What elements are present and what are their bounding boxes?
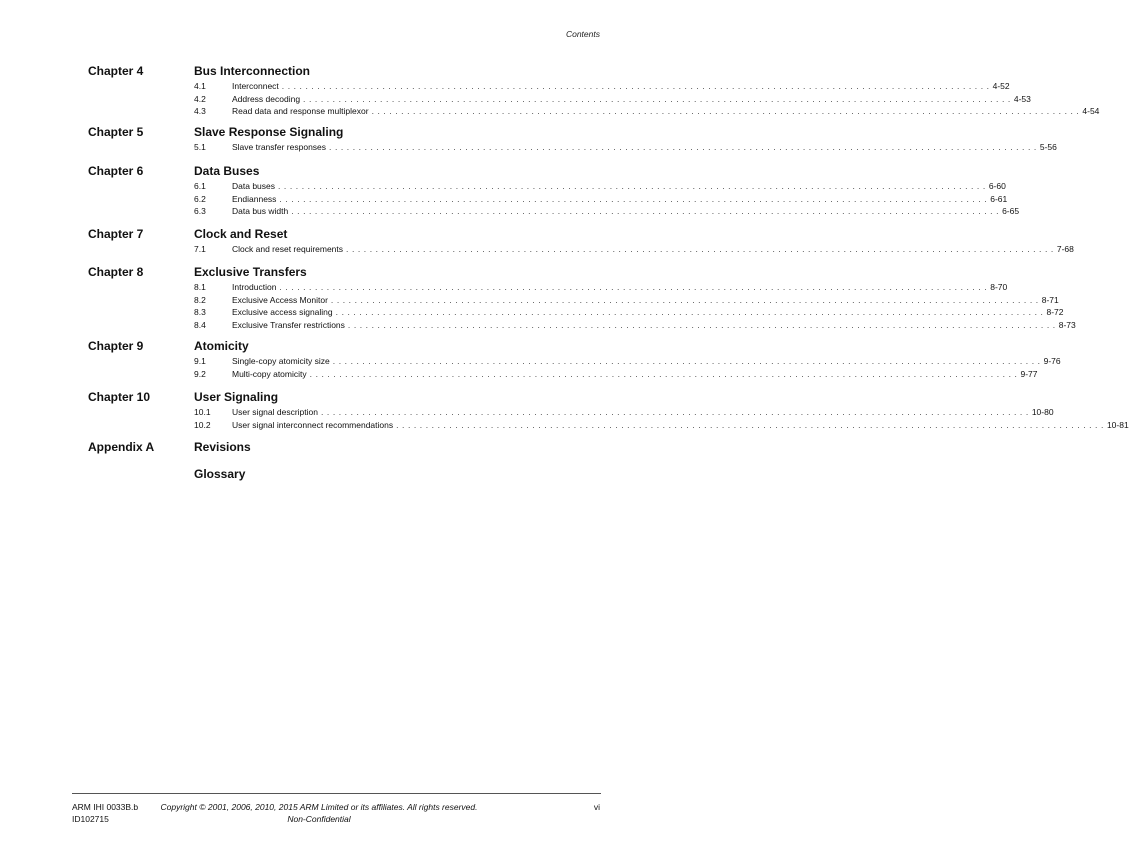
- section-title: User signal description: [232, 407, 318, 417]
- section-title: Interconnect: [232, 81, 279, 91]
- chapter-title[interactable]: User Signaling: [194, 390, 279, 404]
- page-reference: 4-52: [992, 81, 1010, 91]
- footer-divider: [72, 793, 601, 794]
- toc-entry[interactable]: [194, 281, 1008, 294]
- section-list: [194, 281, 1076, 331]
- toc-entry[interactable]: [194, 294, 1059, 307]
- toc-entry[interactable]: [194, 193, 1008, 206]
- toc-entry[interactable]: [194, 319, 1076, 332]
- dot-leader: . . . . . . . . . . . . . . . . . . . . . . . . . . . . . . . . . . . . . . . . . . . . . . . . . . . . . . . . . . . . . . . . . . . . . . . . . . . . . . . . . . . . . . . . . . . . . . . . . . . . . . . . . . . . . . . . . . . . . . . .: [291, 206, 1000, 216]
- toc-entry[interactable]: [194, 368, 1038, 381]
- toc-entry[interactable]: [194, 141, 1057, 154]
- confidentiality-label: Non-Confidential: [287, 814, 351, 824]
- section-list: [194, 80, 1100, 118]
- section-list: [194, 141, 1057, 154]
- section-number: 8.4: [194, 319, 206, 330]
- chapter-label[interactable]: Chapter 4: [88, 64, 144, 78]
- section-number: 4.1: [194, 81, 206, 91]
- chapter-label[interactable]: Chapter 9: [88, 339, 144, 353]
- dot-leader: . . . . . . . . . . . . . . . . . . . . . . . . . . . . . . . . . . . . . . . . . . . . . . . . . . . . . . . . . . . . . . . . . . . . . . . . . . . . . . . . . . . . . . . . . . . . . . . . . . . . . . . . . . . . . . . . . . . . . . . .: [278, 181, 986, 191]
- section-number: 6.3: [194, 206, 206, 216]
- chapter-title[interactable]: Exclusive Transfers: [194, 265, 307, 279]
- chapter-title[interactable]: Bus Interconnection: [194, 64, 311, 78]
- section-list: [194, 243, 1074, 256]
- dot-leader: . . . . . . . . . . . . . . . . . . . . . . . . . . . . . . . . . . . . . . . . . . . . . . . . . . . . . . . . . . . . . . . . . . . . . . . . . . . . . . . . . . . . . . . . . . . . . . . . . . . . . . . . . . . . . . . . . . . . . . . .: [320, 407, 1029, 417]
- section-number: 8.3: [194, 307, 206, 317]
- page-reference: 4-53: [1013, 93, 1031, 104]
- footer-legal: [0, 801, 638, 825]
- page-number: vi: [593, 802, 600, 812]
- running-header: Contents: [565, 29, 600, 39]
- section-number: 8.2: [194, 294, 206, 305]
- section-title: Single-copy atomicity size: [232, 356, 330, 366]
- copyright-notice: Copyright © 2001, 2006, 2010, 2015 ARM Limited or its affiliates. All rights reserved.: [160, 802, 478, 812]
- doc-id: ARM IHI 0033B.b: [72, 802, 139, 812]
- dot-leader: . . . . . . . . . . . . . . . . . . . . . . . . . . . . . . . . . . . . . . . . . . . . . . . . . . . . . . . . . . . . . . . . . . . . . . . . . . . . . . . . . . . . . . . . . . . . . . . . . . . . . . . . . . . . . . . . . . . . . . . .: [281, 81, 990, 91]
- dot-leader: . . . . . . . . . . . . . . . . . . . . . . . . . . . . . . . . . . . . . . . . . . . . . . . . . . . . . . . . . . . . . . . . . . . . . . . . . . . . . . . . . . . . . . . . . . . . . . . . . . . . . . . . . . . . . . . . . . . . . . . .: [371, 106, 1080, 116]
- section-number: 6.2: [194, 193, 206, 204]
- chapter-label[interactable]: Chapter 10: [88, 390, 151, 404]
- dot-leader: . . . . . . . . . . . . . . . . . . . . . . . . . . . . . . . . . . . . . . . . . . . . . . . . . . . . . . . . . . . . . . . . . . . . . . . . . . . . . . . . . . . . . . . . . . . . . . . . . . . . . . . . . . . . . . . . . . . . . . . .: [396, 419, 1104, 430]
- section-title: Data buses: [232, 181, 275, 191]
- section-list: [194, 406, 1129, 431]
- section-number: 7.1: [194, 244, 206, 254]
- section-title: Data bus width: [232, 206, 289, 216]
- id-code: ID102715: [72, 814, 109, 824]
- section-title: User signal interconnect recommendations: [232, 419, 394, 430]
- section-number: 8.1: [194, 282, 206, 292]
- section-title: Exclusive access signaling: [232, 307, 333, 317]
- page-reference: 5-56: [1039, 142, 1057, 152]
- page-reference: 10-80: [1031, 407, 1054, 417]
- dot-leader: . . . . . . . . . . . . . . . . . . . . . . . . . . . . . . . . . . . . . . . . . . . . . . . . . . . . . . . . . . . . . . . . . . . . . . . . . . . . . . . . . . . . . . . . . . . . . . . . . . . . . . . . . . . . . . . . . . . . . . . .: [329, 142, 1037, 152]
- dot-leader: . . . . . . . . . . . . . . . . . . . . . . . . . . . . . . . . . . . . . . . . . . . . . . . . . . . . . . . . . . . . . . . . . . . . . . . . . . . . . . . . . . . . . . . . . . . . . . . . . . . . . . . . . . . . . . . . . . . . . . . .: [279, 193, 988, 204]
- chapter-title[interactable]: Data Buses: [194, 164, 260, 178]
- section-number: 9.1: [194, 356, 206, 366]
- section-title: Exclusive Transfer restrictions: [232, 319, 345, 330]
- section-number: 4.2: [194, 93, 206, 104]
- dot-leader: . . . . . . . . . . . . . . . . . . . . . . . . . . . . . . . . . . . . . . . . . . . . . . . . . . . . . . . . . . . . . . . . . . . . . . . . . . . . . . . . . . . . . . . . . . . . . . . . . . . . . . . . . . . . . . . . . . . . . . . .: [347, 319, 1056, 330]
- section-number: 10.1: [194, 407, 211, 417]
- chapter-label[interactable]: Chapter 7: [88, 227, 144, 241]
- toc-entry[interactable]: [194, 419, 1129, 432]
- section-number: 6.1: [194, 181, 206, 191]
- page-reference: 4-54: [1082, 106, 1100, 116]
- dot-leader: . . . . . . . . . . . . . . . . . . . . . . . . . . . . . . . . . . . . . . . . . . . . . . . . . . . . . . . . . . . . . . . . . . . . . . . . . . . . . . . . . . . . . . . . . . . . . . . . . . . . . . . . . . . . . . . . . . . . . . . .: [330, 294, 1039, 305]
- section-title: Introduction: [232, 282, 277, 292]
- section-number: 5.1: [194, 142, 206, 152]
- page-reference: 9-77: [1020, 368, 1038, 379]
- page-reference: 6-65: [1002, 206, 1020, 216]
- chapter-title[interactable]: Glossary: [194, 467, 246, 481]
- section-list: [194, 180, 1020, 218]
- section-number: 10.2: [194, 419, 211, 430]
- toc-entry[interactable]: [194, 93, 1031, 106]
- page-reference: 8-70: [990, 282, 1008, 292]
- toc-entry[interactable]: [194, 243, 1074, 256]
- dot-leader: . . . . . . . . . . . . . . . . . . . . . . . . . . . . . . . . . . . . . . . . . . . . . . . . . . . . . . . . . . . . . . . . . . . . . . . . . . . . . . . . . . . . . . . . . . . . . . . . . . . . . . . . . . . . . . . . . . . . . . . .: [303, 93, 1011, 104]
- chapter-label[interactable]: Chapter 5: [88, 125, 144, 139]
- dot-leader: . . . . . . . . . . . . . . . . . . . . . . . . . . . . . . . . . . . . . . . . . . . . . . . . . . . . . . . . . . . . . . . . . . . . . . . . . . . . . . . . . . . . . . . . . . . . . . . . . . . . . . . . . . . . . . . . . . . . . . . .: [332, 356, 1041, 366]
- section-title: Read data and response multiplexor: [232, 106, 369, 116]
- chapter-label[interactable]: Appendix A: [88, 440, 155, 454]
- page-reference: 7-68: [1056, 244, 1074, 254]
- chapter-title[interactable]: Atomicity: [194, 339, 249, 353]
- section-number: 9.2: [194, 368, 206, 379]
- chapter-label[interactable]: Chapter 8: [88, 265, 144, 279]
- section-title: Slave transfer responses: [232, 142, 327, 152]
- section-title: Clock and reset requirements: [232, 244, 344, 254]
- section-title: Address decoding: [232, 93, 301, 104]
- page-reference: 9-76: [1043, 356, 1061, 366]
- page-reference: 8-73: [1058, 319, 1076, 330]
- toc-entry[interactable]: [194, 180, 1006, 193]
- section-title: Multi-copy atomicity: [232, 368, 307, 379]
- page-reference: 10-81: [1106, 419, 1129, 430]
- section-title: Endianness: [232, 193, 277, 204]
- dot-leader: . . . . . . . . . . . . . . . . . . . . . . . . . . . . . . . . . . . . . . . . . . . . . . . . . . . . . . . . . . . . . . . . . . . . . . . . . . . . . . . . . . . . . . . . . . . . . . . . . . . . . . . . . . . . . . . . . . . . . . . .: [309, 368, 1018, 379]
- section-title: Exclusive Access Monitor: [232, 294, 328, 305]
- toc-entry[interactable]: [194, 306, 1064, 319]
- chapter-title[interactable]: Revisions: [194, 440, 251, 454]
- toc-entry[interactable]: [194, 105, 1100, 118]
- chapter-label[interactable]: Chapter 6: [88, 164, 144, 178]
- chapter-title[interactable]: Clock and Reset: [194, 227, 288, 241]
- chapter-title[interactable]: Slave Response Signaling: [194, 125, 344, 139]
- page-reference: 8-71: [1041, 294, 1059, 305]
- toc-entry[interactable]: [194, 406, 1054, 419]
- dot-leader: . . . . . . . . . . . . . . . . . . . . . . . . . . . . . . . . . . . . . . . . . . . . . . . . . . . . . . . . . . . . . . . . . . . . . . . . . . . . . . . . . . . . . . . . . . . . . . . . . . . . . . . . . . . . . . . . . . . . . . . .: [346, 244, 1054, 254]
- page-reference: 6-61: [990, 193, 1008, 204]
- page-reference: 6-60: [988, 181, 1006, 191]
- dot-leader: . . . . . . . . . . . . . . . . . . . . . . . . . . . . . . . . . . . . . . . . . . . . . . . . . . . . . . . . . . . . . . . . . . . . . . . . . . . . . . . . . . . . . . . . . . . . . . . . . . . . . . . . . . . . . . . . . . . . . . . .: [335, 307, 1044, 317]
- toc-entry[interactable]: [194, 205, 1020, 218]
- page-reference: 8-72: [1046, 307, 1064, 317]
- dot-leader: . . . . . . . . . . . . . . . . . . . . . . . . . . . . . . . . . . . . . . . . . . . . . . . . . . . . . . . . . . . . . . . . . . . . . . . . . . . . . . . . . . . . . . . . . . . . . . . . . . . . . . . . . . . . . . . . . . . . . . . .: [279, 282, 988, 292]
- section-list: [194, 355, 1061, 380]
- toc-entry[interactable]: [194, 355, 1061, 368]
- toc-entry[interactable]: [194, 80, 1010, 93]
- section-number: 4.3: [194, 106, 206, 116]
